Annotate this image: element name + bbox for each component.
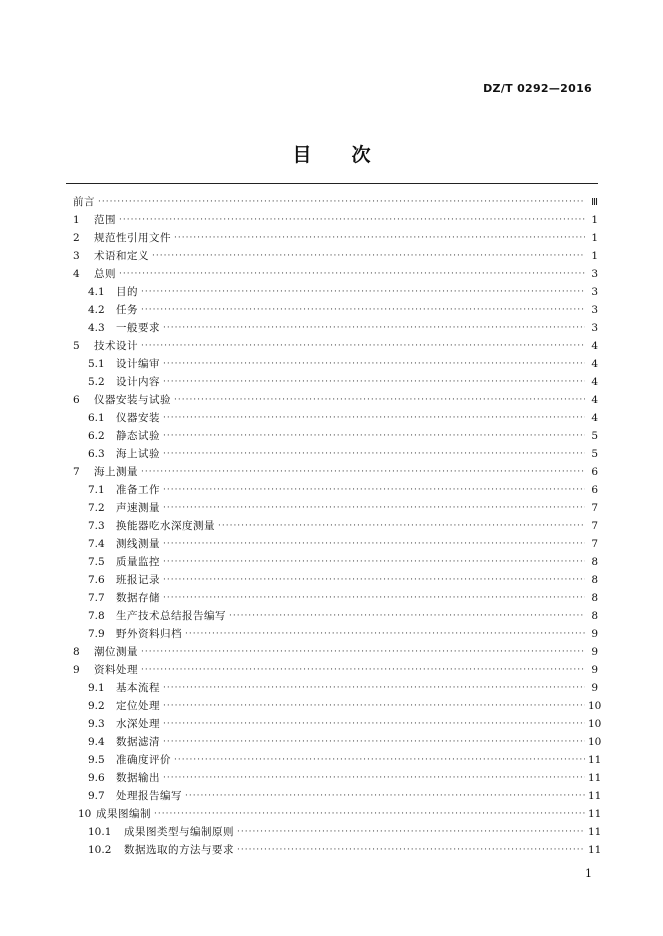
toc-entry-number: 6: [73, 394, 80, 406]
toc-entry-number: 6.3: [88, 448, 105, 460]
toc-entry-number: 4.1: [88, 286, 105, 298]
toc-entry-number: 5.2: [88, 376, 105, 388]
toc-entry-page: 8: [591, 592, 598, 604]
toc-entry-label: 数据选取的方法与要求: [124, 844, 234, 856]
toc-leader-dots: [163, 733, 585, 751]
toc-entry-label: 水深处理: [116, 718, 160, 730]
toc-entry-number: 5: [73, 340, 80, 352]
toc-entry[interactable]: [73, 625, 598, 643]
toc-entry-number: 7.8: [88, 610, 105, 622]
toc-entry[interactable]: [73, 643, 598, 661]
toc-entry-number: 7.7: [88, 592, 105, 604]
toc-leader-dots: [163, 427, 585, 445]
toc-entry-page: 8: [591, 574, 598, 586]
toc-leader-dots: [141, 643, 585, 661]
toc-entry-page: 3: [591, 322, 598, 334]
toc-entry[interactable]: [73, 445, 598, 463]
toc-entry-number: 7: [73, 466, 80, 478]
toc-entry-number: 10.1: [88, 826, 112, 838]
toc-leader-dots: [163, 373, 585, 391]
toc-entry-label: 设计编审: [116, 358, 160, 370]
toc-leader-dots: [98, 193, 585, 211]
toc-leader-dots: [174, 391, 585, 409]
toc-entry-page: Ⅲ: [591, 197, 598, 208]
toc-leader-dots: [152, 247, 585, 265]
toc-leader-dots: [154, 805, 585, 823]
toc-entry[interactable]: [73, 697, 602, 715]
toc-leader-dots: [163, 445, 585, 463]
toc-entry-number: 9.2: [88, 700, 105, 712]
toc-leader-dots: [185, 787, 585, 805]
toc-entry-number: 2: [73, 232, 80, 244]
toc-leader-dots: [163, 769, 585, 787]
toc-entry-page: 3: [591, 268, 598, 280]
toc-entry-page: 10: [588, 718, 602, 730]
toc-entry-page: 9: [591, 664, 598, 676]
toc-entry-number: 9.7: [88, 790, 105, 802]
toc-entry[interactable]: [73, 679, 598, 697]
toc-entry-page: 11: [588, 844, 602, 856]
toc-entry[interactable]: [73, 409, 598, 427]
toc-entry-label: 成果图编制: [96, 808, 151, 820]
toc-entry-label: 目的: [116, 286, 138, 298]
toc-entry-label: 质量监控: [116, 556, 160, 568]
toc-entry-page: 5: [591, 430, 598, 442]
toc-entry-label: 海上试验: [116, 448, 160, 460]
toc-entry-number: 7.5: [88, 556, 105, 568]
toc-leader-dots: [174, 751, 585, 769]
toc-entry-label: 技术设计: [94, 340, 138, 352]
toc-entry-label: 野外资料归档: [116, 628, 182, 640]
toc-leader-dots: [119, 265, 585, 283]
toc-entry-page: 10: [588, 700, 602, 712]
toc-leader-dots: [141, 661, 585, 679]
toc-entry-page: 7: [591, 502, 598, 514]
toc-leader-dots: [163, 715, 585, 733]
toc-entry[interactable]: [73, 391, 598, 409]
toc-entry-page: 5: [591, 448, 598, 460]
toc-entry[interactable]: [73, 787, 602, 805]
toc-entry[interactable]: [73, 211, 598, 229]
toc-entry-number: 7.2: [88, 502, 105, 514]
toc-entry[interactable]: [73, 499, 598, 517]
toc-entry[interactable]: [73, 373, 598, 391]
toc-entry[interactable]: [73, 265, 598, 283]
toc-entry[interactable]: [73, 841, 602, 859]
toc-leader-dots: [163, 481, 585, 499]
toc-leader-dots: [229, 607, 585, 625]
toc-entry-label: 数据存储: [116, 592, 160, 604]
toc-entry-number: 7.3: [88, 520, 105, 532]
toc-entry-label: 前言: [73, 196, 95, 208]
toc-entry-number: 9.4: [88, 736, 105, 748]
toc-entry-page: 4: [591, 358, 598, 370]
toc-entry-page: 11: [588, 808, 602, 820]
toc-entry-page: 8: [591, 610, 598, 622]
toc-leader-dots: [141, 337, 585, 355]
page-folio: 1: [585, 867, 592, 880]
toc-entry-page: 8: [591, 556, 598, 568]
toc-entry[interactable]: [73, 193, 598, 211]
toc-entry-label: 一般要求: [116, 322, 160, 334]
toc-entry[interactable]: [73, 769, 602, 787]
toc-entry-number: 7.9: [88, 628, 105, 640]
toc-entry-page: 9: [591, 646, 598, 658]
toc-entry-label: 处理报告编写: [116, 790, 182, 802]
table-of-contents: [73, 193, 602, 859]
toc-leader-dots: [174, 229, 585, 247]
standard-code: DZ/T 0292—2016: [483, 82, 592, 95]
toc-leader-dots: [141, 463, 585, 481]
toc-entry-label: 测线测量: [116, 538, 160, 550]
toc-leader-dots: [163, 499, 585, 517]
toc-leader-dots: [141, 283, 585, 301]
toc-entry-number: 9.1: [88, 682, 105, 694]
toc-entry-page: 3: [591, 304, 598, 316]
toc-entry[interactable]: [73, 751, 602, 769]
toc-entry[interactable]: [73, 571, 598, 589]
toc-entry-label: 生产技术总结报告编写: [116, 610, 226, 622]
toc-entry-label: 静态试验: [116, 430, 160, 442]
toc-entry-page: 6: [591, 484, 598, 496]
toc-entry[interactable]: [73, 229, 598, 247]
toc-entry-label: 准备工作: [116, 484, 160, 496]
toc-entry[interactable]: [73, 517, 598, 535]
toc-entry-label: 设计内容: [116, 376, 160, 388]
toc-entry-number: 6.1: [88, 412, 105, 424]
title-char-2: 次: [351, 144, 371, 166]
toc-leader-dots: [163, 409, 585, 427]
toc-entry-page: 10: [588, 736, 602, 748]
toc-entry-page: 11: [588, 790, 602, 802]
toc-leader-dots: [163, 535, 585, 553]
toc-entry[interactable]: [73, 319, 598, 337]
toc-entry-page: 1: [591, 232, 598, 244]
toc-entry-label: 基本流程: [116, 682, 160, 694]
toc-leader-dots: [163, 553, 585, 571]
toc-entry-label: 范围: [94, 214, 116, 226]
toc-entry-label: 资料处理: [94, 664, 138, 676]
title-char-1: 目: [292, 144, 312, 166]
toc-entry-page: 3: [591, 286, 598, 298]
toc-entry-page: 4: [591, 412, 598, 424]
toc-entry-label: 数据输出: [116, 772, 160, 784]
toc-entry-number: 5.1: [88, 358, 105, 370]
toc-entry-label: 海上测量: [94, 466, 138, 478]
toc-entry-label: 声速测量: [116, 502, 160, 514]
toc-entry-label: 规范性引用文件: [94, 232, 171, 244]
toc-entry-label: 术语和定义: [94, 250, 149, 262]
toc-leader-dots: [163, 679, 585, 697]
toc-entry-page: 1: [591, 250, 598, 262]
toc-entry-number: 4.3: [88, 322, 105, 334]
toc-entry-number: 10: [78, 808, 92, 820]
toc-entry-label: 总则: [94, 268, 116, 280]
toc-entry-label: 仪器安装与试验: [94, 394, 171, 406]
toc-leader-dots: [218, 517, 585, 535]
toc-leader-dots: [119, 211, 585, 229]
toc-entry[interactable]: [73, 553, 598, 571]
toc-entry[interactable]: [73, 661, 598, 679]
toc-entry-number: 10.2: [88, 844, 112, 856]
toc-entry-number: 4.2: [88, 304, 105, 316]
toc-entry[interactable]: [73, 283, 598, 301]
toc-entry[interactable]: [73, 805, 602, 823]
toc-leader-dots: [141, 301, 585, 319]
toc-entry-number: 9.5: [88, 754, 105, 766]
toc-entry-label: 数据滤清: [116, 736, 160, 748]
toc-entry-page: 9: [591, 628, 598, 640]
toc-entry-page: 11: [588, 826, 602, 838]
toc-entry-label: 潮位测量: [94, 646, 138, 658]
toc-entry-number: 1: [73, 214, 80, 226]
toc-entry[interactable]: [73, 823, 602, 841]
toc-entry-number: 7.1: [88, 484, 105, 496]
toc-entry-page: 9: [591, 682, 598, 694]
toc-leader-dots: [163, 697, 585, 715]
toc-entry[interactable]: [73, 427, 598, 445]
toc-entry[interactable]: [73, 535, 598, 553]
toc-entry-page: 4: [591, 376, 598, 388]
toc-entry[interactable]: [73, 301, 598, 319]
toc-entry-label: 成果图类型与编制原则: [124, 826, 234, 838]
toc-entry-number: 3: [73, 250, 80, 262]
toc-entry-label: 换能器吃水深度测量: [116, 520, 215, 532]
toc-entry-number: 7.6: [88, 574, 105, 586]
toc-leader-dots: [185, 625, 585, 643]
toc-entry-label: 仪器安装: [116, 412, 160, 424]
toc-entry[interactable]: [73, 733, 602, 751]
toc-entry-page: 6: [591, 466, 598, 478]
toc-entry-page: 7: [591, 538, 598, 550]
toc-entry[interactable]: [73, 715, 602, 733]
toc-entry[interactable]: [73, 355, 598, 373]
toc-entry-label: 准确度评价: [116, 754, 171, 766]
toc-leader-dots: [237, 841, 585, 859]
toc-entry-page: 1: [591, 214, 598, 226]
toc-entry-page: 11: [588, 754, 602, 766]
toc-entry-number: 9: [73, 664, 80, 676]
page-title: [0, 140, 663, 167]
toc-entry[interactable]: [73, 463, 598, 481]
toc-entry[interactable]: [73, 337, 598, 355]
toc-leader-dots: [163, 589, 585, 607]
toc-entry-page: 11: [588, 772, 602, 784]
toc-entry-label: 班报记录: [116, 574, 160, 586]
toc-entry[interactable]: [73, 607, 598, 625]
toc-entry-number: 7.4: [88, 538, 105, 550]
toc-entry-page: 7: [591, 520, 598, 532]
toc-leader-dots: [163, 355, 585, 373]
toc-leader-dots: [237, 823, 585, 841]
toc-leader-dots: [163, 571, 585, 589]
toc-entry-number: 6.2: [88, 430, 105, 442]
toc-entry[interactable]: [73, 247, 598, 265]
toc-entry-label: 任务: [116, 304, 138, 316]
title-divider: [66, 183, 598, 184]
toc-entry-page: 4: [591, 394, 598, 406]
toc-entry-number: 9.3: [88, 718, 105, 730]
toc-entry-label: 定位处理: [116, 700, 160, 712]
toc-entry[interactable]: [73, 589, 598, 607]
toc-entry-page: 4: [591, 340, 598, 352]
toc-entry-number: 8: [73, 646, 80, 658]
toc-entry-number: 4: [73, 268, 80, 280]
toc-leader-dots: [163, 319, 585, 337]
toc-entry-number: 9.6: [88, 772, 105, 784]
toc-entry[interactable]: [73, 481, 598, 499]
